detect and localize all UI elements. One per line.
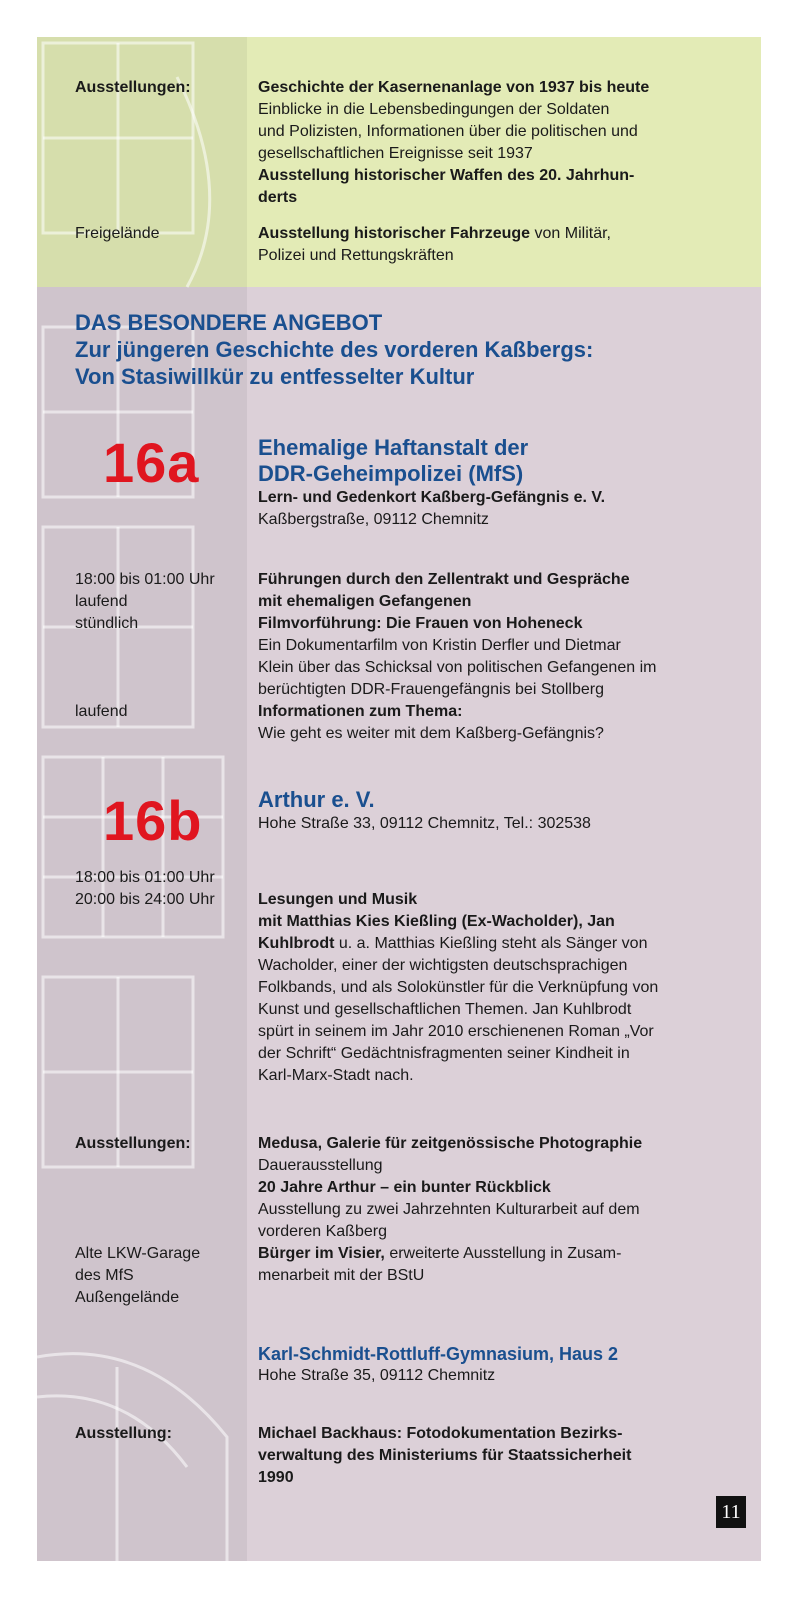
venue-16a-title2: DDR-Geheimpolizei (MfS)	[258, 461, 524, 486]
heading-line3: Von Stasiwillkür zu entfesselter Kultur	[75, 364, 475, 389]
venue-16b-address: Hohe Straße 33, 09112 Chemnitz, Tel.: 302538	[258, 815, 591, 832]
events-desc: Karl-Marx-Stadt nach.	[258, 1067, 414, 1084]
venue-16a-address: Kaßbergstraße, 09112 Chemnitz	[258, 511, 489, 528]
gymnasium-address: Hohe Straße 35, 09112 Chemnitz	[258, 1367, 496, 1384]
exhibition-line: vorderen Kaßberg	[258, 1223, 387, 1240]
visier-title: Bürger im Visier,	[258, 1245, 385, 1262]
top-line: Geschichte der Kasernenanlage von 1937 bis heute	[258, 79, 650, 96]
time-label: 18:00 bis 01:00 Uhr	[75, 869, 215, 886]
gymnasium-line: 1990	[258, 1469, 294, 1486]
visier-rest: erweiterte Ausstellung in Zusam-	[384, 1245, 622, 1262]
events-desc: spürt in seinem im Jahr 2010 erschienenen Roman „Vor	[258, 1023, 654, 1040]
visier-line2: menarbeit mit der BStU	[258, 1267, 425, 1284]
gymnasium-line: Michael Backhaus: Fotodokumentation Bezirks-	[258, 1425, 623, 1442]
top-exhibitions-label: Ausstellungen:	[75, 79, 191, 96]
top-line: gesellschaftlichen Ereignisse seit 1937	[258, 145, 533, 162]
venue-16b-title: Arthur e. V.	[258, 787, 375, 812]
events-desc: Wacholder, einer der wichtigsten deutschsprachigen	[258, 957, 628, 974]
top-line: Einblicke in die Lebensbedingungen der Soldaten	[258, 101, 610, 118]
garage-label: Außengelände	[75, 1289, 180, 1306]
events-line-rest: u. a. Matthias Kießling steht als Sänger von	[334, 935, 648, 952]
top-line: Ausstellung historischer Waffen des 20. Jahrhun-	[258, 167, 635, 184]
vehicles-line2: Polizei und Rettungskräften	[258, 247, 454, 264]
gymnasium-title: Karl-Schmidt-Rottluff-Gymnasium, Haus 2	[258, 1344, 619, 1364]
heading-line2: Zur jüngeren Geschichte des vorderen Kaßbergs:	[75, 337, 594, 362]
top-line: derts	[258, 189, 298, 206]
page-number: 11	[716, 1496, 746, 1528]
vehicles-rest: von Militär,	[530, 225, 611, 242]
vehicles-title: Ausstellung historischer Fahrzeuge	[258, 225, 531, 242]
program-line: Filmvorführung: Die Frauen von Hoheneck	[258, 615, 583, 632]
garage-label: des MfS	[75, 1267, 134, 1284]
events-desc: der Schrift“ Gedächtnisfragmenten seiner Kindheit in	[258, 1045, 630, 1062]
program-line: Klein über das Schicksal von politischen Gefangenen im	[258, 659, 657, 676]
time-label: 20:00 bis 24:00 Uhr	[75, 891, 215, 908]
brochure-page	[37, 37, 761, 1561]
heading-line1: DAS BESONDERE ANGEBOT	[75, 310, 383, 335]
time-label: 18:00 bis 01:00 Uhr	[75, 571, 215, 588]
exhibition-line: 20 Jahre Arthur – ein bunter Rückblick	[258, 1179, 551, 1196]
exhibition-line: Dauerausstellung	[258, 1157, 383, 1174]
gymnasium-line: verwaltung des Ministeriums für Staatssicherheit	[258, 1447, 632, 1464]
venue-16a-title1: Ehemalige Haftanstalt der	[258, 435, 529, 460]
top-line: und Polizisten, Informationen über die politischen und	[258, 123, 638, 140]
program-line: Wie geht es weiter mit dem Kaßberg-Gefängnis?	[258, 725, 604, 742]
program-line: berüchtigten DDR-Frauengefängnis bei Stollberg	[258, 681, 604, 698]
outdoor-label: Freigelände	[75, 225, 160, 242]
program-line: Ein Dokumentarfilm von Kristin Derfler und Dietmar	[258, 637, 621, 654]
time-label: laufend	[75, 593, 128, 610]
events-line-bold: Kuhlbrodt	[258, 935, 335, 952]
program-line: Informationen zum Thema:	[258, 703, 463, 720]
events-desc: Kunst und gesellschaftlichen Themen. Jan Kuhlbrodt	[258, 1001, 632, 1018]
venue-16a-org: Lern- und Gedenkort Kaßberg-Gefängnis e. V.	[258, 489, 606, 506]
exhibitions-label: Ausstellungen:	[75, 1135, 191, 1152]
events-title: Lesungen und Musik	[258, 891, 418, 908]
laufend-label: laufend	[75, 703, 128, 720]
time-label: stündlich	[75, 615, 139, 632]
events-desc: Folkbands, und als Solokünstler für die Verknüpfung von	[258, 979, 659, 996]
events-line: mit Matthias Kies Kießling (Ex-Wacholder), Jan	[258, 913, 615, 930]
exhibition-label: Ausstellung:	[75, 1425, 172, 1442]
section-heading	[75, 309, 593, 390]
garage-label: Alte LKW-Garage	[75, 1245, 201, 1262]
exhibition-line: Ausstellung zu zwei Jahrzehnten Kulturarbeit auf dem	[258, 1201, 640, 1218]
venue-number-16a: 16a	[103, 431, 200, 494]
program-line: Führungen durch den Zellentrakt und Gespräche	[258, 571, 630, 588]
venue-number-16b: 16b	[103, 789, 203, 852]
program-line: mit ehemaligen Gefangenen	[258, 593, 472, 610]
exhibition-line: Medusa, Galerie für zeitgenössische Photographie	[258, 1135, 643, 1152]
